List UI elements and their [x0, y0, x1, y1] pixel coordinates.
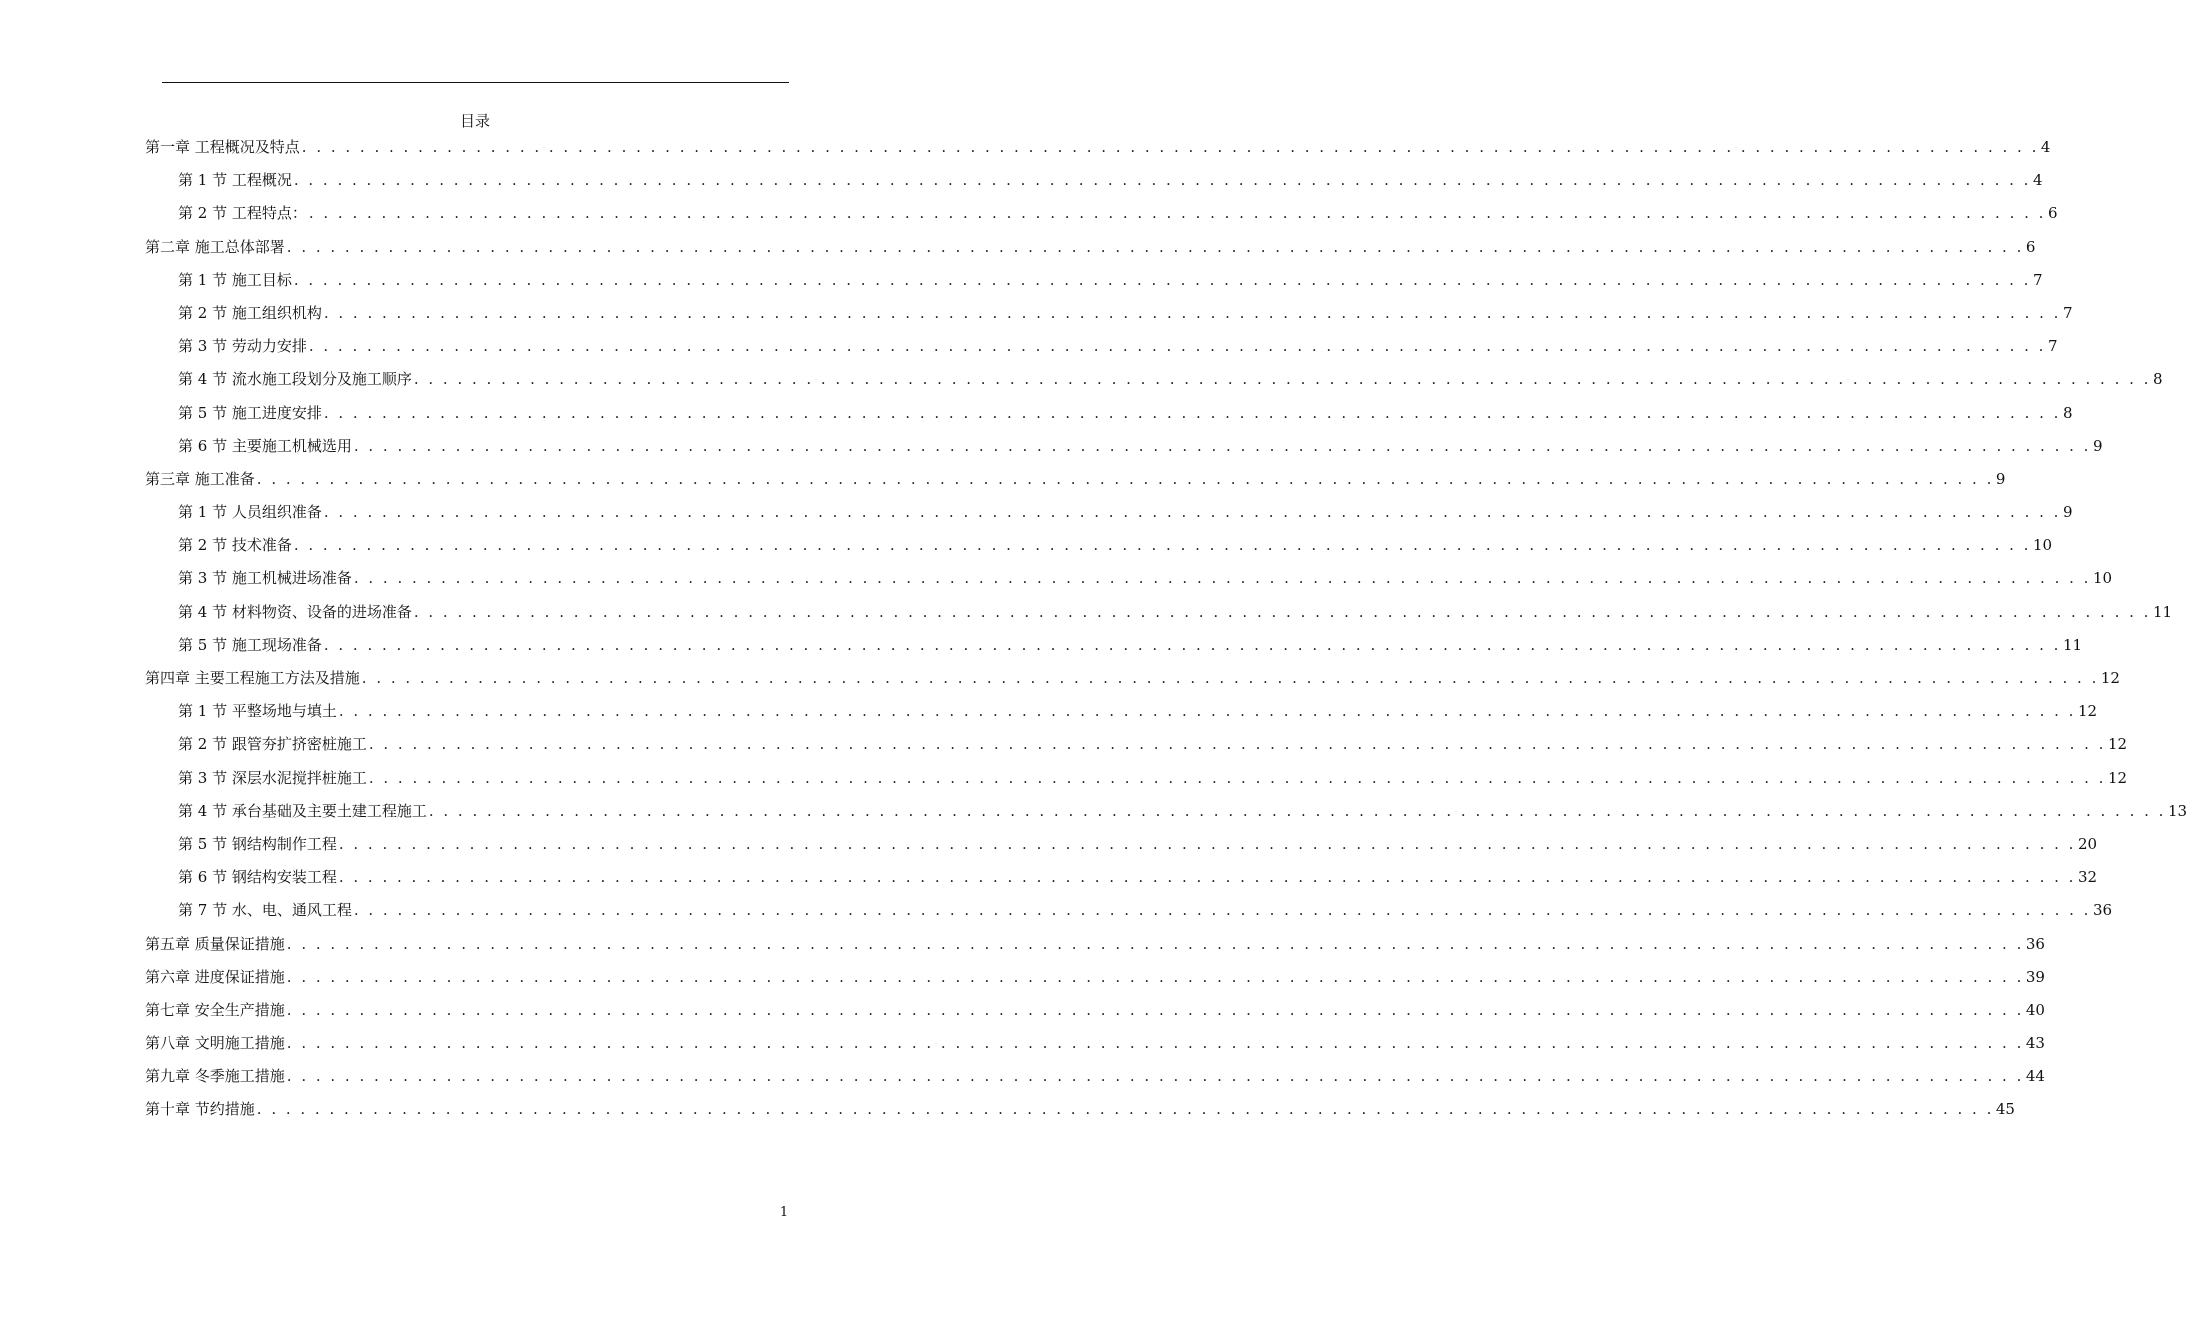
toc-dot-leader: . . . . . . . . . . . . . . . . . . . . . . . . . . . . . . . . . . . . . . . . . . . . . . . . . . . . . . . . . . . . . . . . . . . . . . . . . . . . . . . . . . . . . . . . . . . . . . . . . . . . . . . . . . . . . . . . . . . . . . . .: [293, 171, 2031, 190]
toc-entry-chapter[interactable]: [145, 966, 2045, 999]
toc-entry-page: 7: [2062, 303, 2073, 322]
toc-entry-section[interactable]: [145, 601, 2173, 634]
toc-entry-page: 11: [2062, 635, 2083, 654]
header-rule: [162, 82, 789, 83]
toc-entry-chapter[interactable]: [145, 999, 2045, 1032]
toc-entry-label: 第 3 节 施工机械进场准备: [178, 569, 352, 588]
toc-entry-section[interactable]: [145, 800, 2187, 833]
toc-entry-section[interactable]: [145, 402, 2073, 435]
toc-dot-leader: . . . . . . . . . . . . . . . . . . . . . . . . . . . . . . . . . . . . . . . . . . . . . . . . . . . . . . . . . . . . . . . . . . . . . . . . . . . . . . . . . . . . . . . . . . . . . . . . . . . . . . . . . . . . . . . . . . . . . . . .: [323, 503, 2061, 522]
toc-entry-chapter[interactable]: [145, 933, 2045, 966]
toc-entry-chapter[interactable]: [145, 236, 2036, 269]
toc-entry-label: 第 1 节 人员组织准备: [178, 503, 322, 522]
toc-dot-leader: . . . . . . . . . . . . . . . . . . . . . . . . . . . . . . . . . . . . . . . . . . . . . . . . . . . . . . . . . . . . . . . . . . . . . . . . . . . . . . . . . . . . . . . . . . . . . . . . . . . . . . . . . . . . . . . . . . . . . . . .: [323, 403, 2061, 422]
toc-dot-leader: . . . . . . . . . . . . . . . . . . . . . . . . . . . . . . . . . . . . . . . . . . . . . . . . . . . . . . . . . . . . . . . . . . . . . . . . . . . . . . . . . . . . . . . . . . . . . . . . . . . . . . . . . . . . . . . . . . . . . . . .: [428, 801, 2166, 820]
toc-dot-leader: . . . . . . . . . . . . . . . . . . . . . . . . . . . . . . . . . . . . . . . . . . . . . . . . . . . . . . . . . . . . . . . . . . . . . . . . . . . . . . . . . . . . . . . . . . . . . . . . . . . . . . . . . . . . . . . . . . . . . . . .: [413, 370, 2151, 389]
toc-entry-page: 20: [2077, 834, 2098, 853]
toc-entry-label: 第七章 安全生产措施: [145, 1000, 285, 1019]
toc-entry-page: 32: [2077, 868, 2098, 887]
toc-dot-leader: . . . . . . . . . . . . . . . . . . . . . . . . . . . . . . . . . . . . . . . . . . . . . . . . . . . . . . . . . . . . . . . . . . . . . . . . . . . . . . . . . . . . . . . . . . . . . . . . . . . . . . . . . . . . . . . . . . . . . . . .: [308, 204, 2046, 223]
toc-entry-label: 第 2 节 施工组织机构: [178, 303, 322, 322]
toc-entry-section[interactable]: [145, 833, 2098, 866]
toc-dot-leader: . . . . . . . . . . . . . . . . . . . . . . . . . . . . . . . . . . . . . . . . . . . . . . . . . . . . . . . . . . . . . . . . . . . . . . . . . . . . . . . . . . . . . . . . . . . . . . . . . . . . . . . . . . . . . . . . . . . . . . . .: [286, 934, 2024, 953]
toc-dot-leader: . . . . . . . . . . . . . . . . . . . . . . . . . . . . . . . . . . . . . . . . . . . . . . . . . . . . . . . . . . . . . . . . . . . . . . . . . . . . . . . . . . . . . . . . . . . . . . . . . . . . . . . . . . . . . . . . . . . . . . . .: [286, 967, 2024, 986]
toc-entry-label: 第三章 施工准备: [145, 469, 255, 488]
toc-entry-label: 第 4 节 流水施工段划分及施工顺序: [178, 370, 412, 389]
toc-entry-section[interactable]: [145, 302, 2073, 335]
toc-entry-page: 43: [2025, 1034, 2045, 1053]
toc-entry-label: 第一章 工程概况及特点: [145, 138, 300, 156]
toc-entry-label: 第 3 节 劳动力安排: [178, 337, 307, 356]
toc-entry-page: 6: [2025, 237, 2036, 256]
toc-dot-leader: . . . . . . . . . . . . . . . . . . . . . . . . . . . . . . . . . . . . . . . . . . . . . . . . . . . . . . . . . . . . . . . . . . . . . . . . . . . . . . . . . . . . . . . . . . . . . . . . . . . . . . . . . . . . . . . . . . . . . . . .: [368, 735, 2106, 754]
toc-entry-label: 第六章 进度保证措施: [145, 967, 285, 986]
toc-entry-label: 第九章 冬季施工措施: [145, 1067, 285, 1086]
toc-entry-label: 第 4 节 承台基础及主要土建工程施工: [178, 801, 427, 820]
toc-entry-label: 第 4 节 材料物资、设备的进场准备: [178, 602, 412, 621]
table-of-contents: [145, 136, 2187, 1132]
toc-entry-label: 第 7 节 水、电、通风工程: [178, 901, 352, 920]
toc-entry-page: 4: [2032, 171, 2043, 190]
toc-entry-page: 8: [2062, 403, 2073, 422]
toc-entry-section[interactable]: [145, 899, 2113, 932]
toc-dot-leader: . . . . . . . . . . . . . . . . . . . . . . . . . . . . . . . . . . . . . . . . . . . . . . . . . . . . . . . . . . . . . . . . . . . . . . . . . . . . . . . . . . . . . . . . . . . . . . . . . . . . . . . . . . . . . . . . . . . . . . . .: [413, 602, 2151, 621]
toc-entry-section[interactable]: [145, 767, 2128, 800]
toc-entry-section[interactable]: [145, 501, 2073, 534]
toc-dot-leader: . . . . . . . . . . . . . . . . . . . . . . . . . . . . . . . . . . . . . . . . . . . . . . . . . . . . . . . . . . . . . . . . . . . . . . . . . . . . . . . . . . . . . . . . . . . . . . . . . . . . . . . . . . . . . . . . . . . . . . . .: [301, 138, 2039, 156]
toc-entry-label: 第 2 节 技术准备: [178, 536, 292, 555]
toc-entry-section[interactable]: [145, 700, 2098, 733]
toc-entry-page: 40: [2025, 1000, 2045, 1019]
toc-entry-page: 12: [2100, 669, 2120, 687]
toc-dot-leader: . . . . . . . . . . . . . . . . . . . . . . . . . . . . . . . . . . . . . . . . . . . . . . . . . . . . . . . . . . . . . . . . . . . . . . . . . . . . . . . . . . . . . . . . . . . . . . . . . . . . . . . . . . . . . . . . . . . . . . . .: [361, 669, 2099, 687]
toc-entry-section[interactable]: [145, 269, 2043, 302]
toc-entry-page: 9: [2062, 503, 2073, 522]
toc-entry-page: 45: [1995, 1100, 2015, 1119]
toc-dot-leader: . . . . . . . . . . . . . . . . . . . . . . . . . . . . . . . . . . . . . . . . . . . . . . . . . . . . . . . . . . . . . . . . . . . . . . . . . . . . . . . . . . . . . . . . . . . . . . . . . . . . . . . . . . . . . . . . . . . . . . . .: [286, 1067, 2024, 1086]
toc-entry-page: 6: [2047, 204, 2058, 223]
toc-dot-leader: . . . . . . . . . . . . . . . . . . . . . . . . . . . . . . . . . . . . . . . . . . . . . . . . . . . . . . . . . . . . . . . . . . . . . . . . . . . . . . . . . . . . . . . . . . . . . . . . . . . . . . . . . . . . . . . . . . . . . . . .: [293, 270, 2031, 289]
toc-entry-chapter[interactable]: [145, 1098, 2015, 1131]
toc-entry-label: 第 1 节 工程概况: [178, 171, 292, 190]
toc-entry-label: 第 2 节 跟管夯扩挤密桩施工: [178, 735, 367, 754]
toc-entry-label: 第 2 节 工程特点：: [178, 204, 307, 223]
toc-dot-leader: . . . . . . . . . . . . . . . . . . . . . . . . . . . . . . . . . . . . . . . . . . . . . . . . . . . . . . . . . . . . . . . . . . . . . . . . . . . . . . . . . . . . . . . . . . . . . . . . . . . . . . . . . . . . . . . . . . . . . . . .: [323, 303, 2061, 322]
toc-entry-page: 12: [2107, 735, 2128, 754]
toc-dot-leader: . . . . . . . . . . . . . . . . . . . . . . . . . . . . . . . . . . . . . . . . . . . . . . . . . . . . . . . . . . . . . . . . . . . . . . . . . . . . . . . . . . . . . . . . . . . . . . . . . . . . . . . . . . . . . . . . . . . . . . . .: [256, 469, 1994, 488]
toc-entry-section[interactable]: [145, 335, 2058, 368]
toc-entry-page: 13: [2167, 801, 2187, 820]
page-number: 1: [779, 1205, 789, 1220]
toc-dot-leader: . . . . . . . . . . . . . . . . . . . . . . . . . . . . . . . . . . . . . . . . . . . . . . . . . . . . . . . . . . . . . . . . . . . . . . . . . . . . . . . . . . . . . . . . . . . . . . . . . . . . . . . . . . . . . . . . . . . . . . . .: [338, 868, 2076, 887]
toc-entry-chapter[interactable]: [145, 136, 2051, 169]
toc-entry-section[interactable]: [145, 866, 2098, 899]
toc-entry-page: 9: [2092, 436, 2103, 455]
toc-entry-chapter[interactable]: [145, 468, 2006, 501]
toc-entry-label: 第 6 节 钢结构安装工程: [178, 868, 337, 887]
toc-entry-label: 第 5 节 施工现场准备: [178, 635, 322, 654]
toc-dot-leader: . . . . . . . . . . . . . . . . . . . . . . . . . . . . . . . . . . . . . . . . . . . . . . . . . . . . . . . . . . . . . . . . . . . . . . . . . . . . . . . . . . . . . . . . . . . . . . . . . . . . . . . . . . . . . . . . . . . . . . . .: [353, 436, 2091, 455]
toc-entry-label: 第四章 主要工程施工方法及措施: [145, 669, 360, 687]
toc-entry-label: 第 5 节 钢结构制作工程: [178, 834, 337, 853]
toc-entry-label: 第 5 节 施工进度安排: [178, 403, 322, 422]
toc-dot-leader: . . . . . . . . . . . . . . . . . . . . . . . . . . . . . . . . . . . . . . . . . . . . . . . . . . . . . . . . . . . . . . . . . . . . . . . . . . . . . . . . . . . . . . . . . . . . . . . . . . . . . . . . . . . . . . . . . . . . . . . .: [353, 569, 2091, 588]
toc-dot-leader: . . . . . . . . . . . . . . . . . . . . . . . . . . . . . . . . . . . . . . . . . . . . . . . . . . . . . . . . . . . . . . . . . . . . . . . . . . . . . . . . . . . . . . . . . . . . . . . . . . . . . . . . . . . . . . . . . . . . . . . .: [286, 1000, 2024, 1019]
toc-dot-leader: . . . . . . . . . . . . . . . . . . . . . . . . . . . . . . . . . . . . . . . . . . . . . . . . . . . . . . . . . . . . . . . . . . . . . . . . . . . . . . . . . . . . . . . . . . . . . . . . . . . . . . . . . . . . . . . . . . . . . . . .: [353, 901, 2091, 920]
toc-dot-leader: . . . . . . . . . . . . . . . . . . . . . . . . . . . . . . . . . . . . . . . . . . . . . . . . . . . . . . . . . . . . . . . . . . . . . . . . . . . . . . . . . . . . . . . . . . . . . . . . . . . . . . . . . . . . . . . . . . . . . . . .: [293, 536, 2031, 555]
toc-dot-leader: . . . . . . . . . . . . . . . . . . . . . . . . . . . . . . . . . . . . . . . . . . . . . . . . . . . . . . . . . . . . . . . . . . . . . . . . . . . . . . . . . . . . . . . . . . . . . . . . . . . . . . . . . . . . . . . . . . . . . . . .: [323, 635, 2061, 654]
toc-entry-label: 第 6 节 主要施工机械选用: [178, 436, 352, 455]
toc-entry-page: 39: [2025, 967, 2045, 986]
toc-title: 目录: [459, 112, 490, 130]
toc-entry-page: 44: [2025, 1067, 2045, 1086]
toc-entry-label: 第 3 节 深层水泥搅拌桩施工: [178, 768, 367, 787]
toc-entry-label: 第二章 施工总体部署: [145, 237, 285, 256]
toc-entry-page: 11: [2152, 602, 2173, 621]
toc-dot-leader: . . . . . . . . . . . . . . . . . . . . . . . . . . . . . . . . . . . . . . . . . . . . . . . . . . . . . . . . . . . . . . . . . . . . . . . . . . . . . . . . . . . . . . . . . . . . . . . . . . . . . . . . . . . . . . . . . . . . . . . .: [368, 768, 2106, 787]
toc-entry-label: 第 1 节 平整场地与填土: [178, 702, 337, 721]
toc-entry-label: 第十章 节约措施: [145, 1100, 255, 1119]
toc-entry-page: 7: [2047, 337, 2058, 356]
toc-entry-section[interactable]: [145, 435, 2103, 468]
toc-entry-page: 12: [2077, 702, 2098, 721]
toc-entry-section[interactable]: [145, 368, 2163, 401]
toc-entry-section[interactable]: [145, 634, 2083, 667]
toc-dot-leader: . . . . . . . . . . . . . . . . . . . . . . . . . . . . . . . . . . . . . . . . . . . . . . . . . . . . . . . . . . . . . . . . . . . . . . . . . . . . . . . . . . . . . . . . . . . . . . . . . . . . . . . . . . . . . . . . . . . . . . . .: [338, 702, 2076, 721]
toc-dot-leader: . . . . . . . . . . . . . . . . . . . . . . . . . . . . . . . . . . . . . . . . . . . . . . . . . . . . . . . . . . . . . . . . . . . . . . . . . . . . . . . . . . . . . . . . . . . . . . . . . . . . . . . . . . . . . . . . . . . . . . . .: [338, 834, 2076, 853]
toc-entry-label: 第五章 质量保证措施: [145, 934, 285, 953]
toc-entry-page: 36: [2092, 901, 2113, 920]
toc-dot-leader: . . . . . . . . . . . . . . . . . . . . . . . . . . . . . . . . . . . . . . . . . . . . . . . . . . . . . . . . . . . . . . . . . . . . . . . . . . . . . . . . . . . . . . . . . . . . . . . . . . . . . . . . . . . . . . . . . . . . . . . .: [308, 337, 2046, 356]
toc-entry-page: 9: [1995, 469, 2006, 488]
toc-entry-section[interactable]: [145, 202, 2058, 235]
toc-dot-leader: . . . . . . . . . . . . . . . . . . . . . . . . . . . . . . . . . . . . . . . . . . . . . . . . . . . . . . . . . . . . . . . . . . . . . . . . . . . . . . . . . . . . . . . . . . . . . . . . . . . . . . . . . . . . . . . . . . . . . . . .: [286, 237, 2024, 256]
toc-entry-label: 第八章 文明施工措施: [145, 1034, 285, 1053]
toc-entry-page: 10: [2092, 569, 2113, 588]
toc-entry-section[interactable]: [145, 534, 2053, 567]
toc-entry-page: 4: [2040, 138, 2051, 156]
toc-entry-label: 第 1 节 施工目标: [178, 270, 292, 289]
toc-entry-page: 36: [2025, 934, 2045, 953]
toc-dot-leader: . . . . . . . . . . . . . . . . . . . . . . . . . . . . . . . . . . . . . . . . . . . . . . . . . . . . . . . . . . . . . . . . . . . . . . . . . . . . . . . . . . . . . . . . . . . . . . . . . . . . . . . . . . . . . . . . . . . . . . . .: [286, 1034, 2024, 1053]
toc-entry-chapter[interactable]: [145, 1032, 2045, 1065]
toc-entry-page: 12: [2107, 768, 2128, 787]
toc-entry-page: 7: [2032, 270, 2043, 289]
toc-entry-chapter[interactable]: [145, 667, 2120, 700]
toc-entry-page: 10: [2032, 536, 2053, 555]
toc-entry-section[interactable]: [145, 567, 2113, 600]
toc-entry-section[interactable]: [145, 169, 2043, 202]
toc-dot-leader: . . . . . . . . . . . . . . . . . . . . . . . . . . . . . . . . . . . . . . . . . . . . . . . . . . . . . . . . . . . . . . . . . . . . . . . . . . . . . . . . . . . . . . . . . . . . . . . . . . . . . . . . . . . . . . . . . . . . . . . .: [256, 1100, 1994, 1119]
toc-entry-chapter[interactable]: [145, 1065, 2045, 1098]
toc-entry-page: 8: [2152, 370, 2163, 389]
toc-entry-section[interactable]: [145, 733, 2128, 766]
